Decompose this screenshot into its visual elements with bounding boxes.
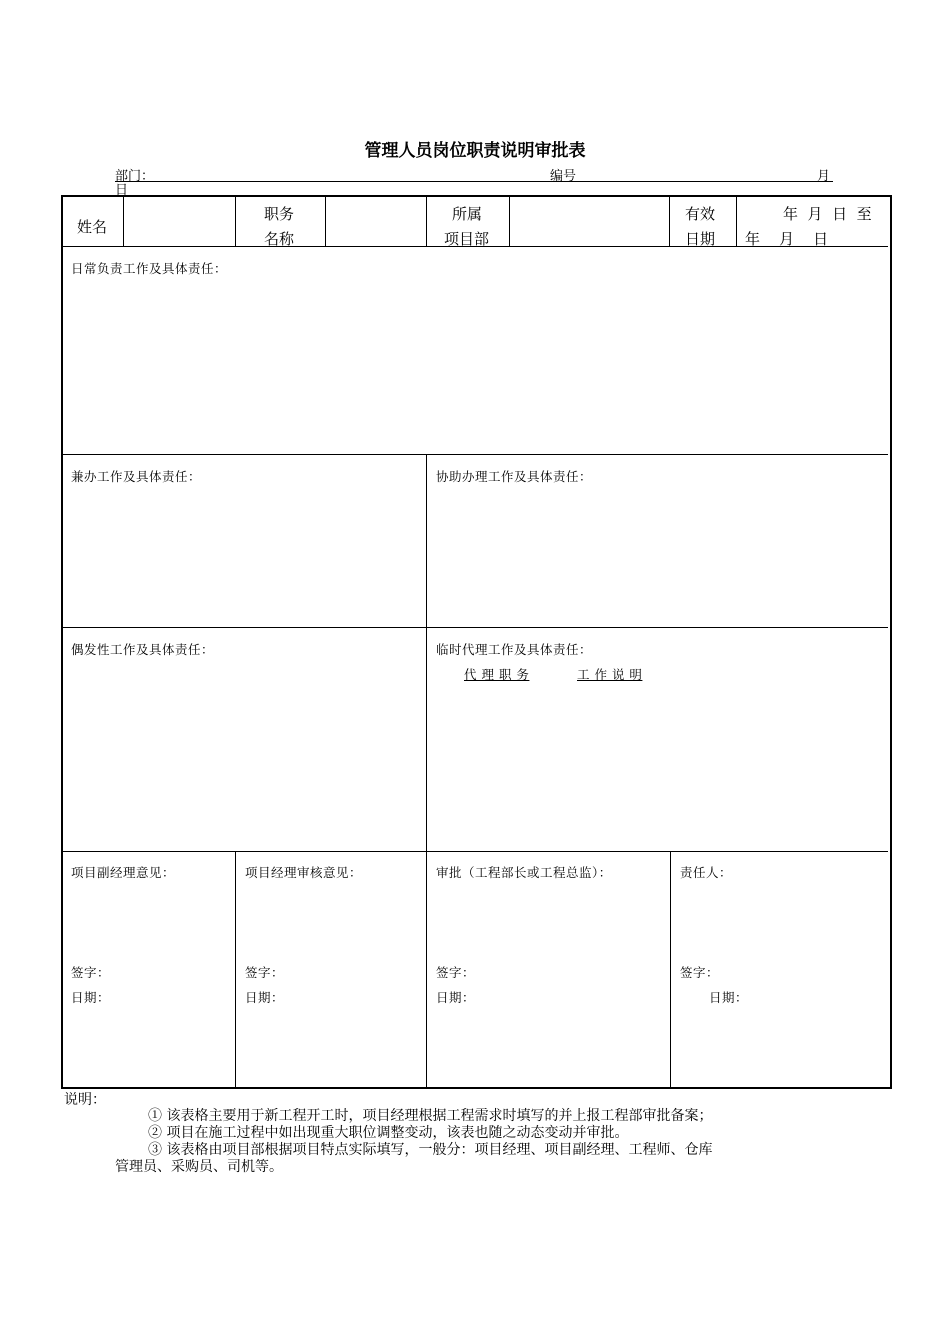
approval-sign-label: 签字： <box>436 965 476 980</box>
col-divider <box>736 196 737 246</box>
valid-label-line1: 有效 <box>685 205 716 223</box>
daily-duties-field[interactable] <box>63 275 887 453</box>
name-field[interactable] <box>124 197 234 245</box>
header-underline <box>115 181 833 182</box>
number-label: 编号 <box>550 169 577 184</box>
deputy-pm-sign-label: 签字： <box>71 965 111 980</box>
approval-date-label: 日期： <box>436 990 476 1005</box>
daily-duties-label: 日常负责工作及具体责任： <box>71 261 228 276</box>
pm-date-label: 日期： <box>245 990 285 1005</box>
note-2: ② 项目在施工过程中如出现重大职位调整变动，该表也随之动态变动并审批。 <box>148 1125 629 1141</box>
col-divider <box>235 851 236 1087</box>
row-divider <box>62 627 888 628</box>
valid-date-range-start[interactable]: 年 月 日 至 <box>783 205 872 223</box>
occasional-duties-field[interactable] <box>63 656 425 850</box>
occasional-duties-label: 偶发性工作及具体责任： <box>71 642 215 657</box>
project-label-line1: 所属 <box>452 205 483 223</box>
responsible-person-label: 责任人： <box>680 865 733 880</box>
page-title: 管理人员岗位职责说明审批表 <box>364 141 586 161</box>
project-field[interactable] <box>510 197 668 245</box>
col-divider <box>426 851 427 1087</box>
deputy-pm-opinion-label: 项目副经理意见： <box>71 865 176 880</box>
pm-review-label: 项目经理审核意见： <box>245 865 363 880</box>
month-label: 月 <box>817 169 831 184</box>
assist-duties-label: 协助办理工作及具体责任： <box>436 469 593 484</box>
acting-position-heading: 代 理 职 务 <box>464 667 530 682</box>
pm-sign-label: 签字： <box>245 965 285 980</box>
project-label-line2: 项目部 <box>444 230 490 248</box>
concurrent-duties-field[interactable] <box>63 483 425 626</box>
responsible-date-label: 日期： <box>709 990 749 1005</box>
col-divider <box>670 851 671 1087</box>
row-divider <box>62 454 888 455</box>
temp-acting-label: 临时代理工作及具体责任： <box>436 642 593 657</box>
valid-label-line2: 日期 <box>685 230 716 248</box>
position-label-line1: 职务 <box>264 205 295 223</box>
work-description-heading: 工 作 说 明 <box>577 667 643 682</box>
position-field[interactable] <box>326 197 425 245</box>
deputy-pm-date-label: 日期： <box>71 990 111 1005</box>
concurrent-duties-label: 兼办工作及具体责任： <box>71 469 202 484</box>
note-1: ① 该表格主要用于新工程开工时，项目经理根据工程需求时填写的并上报工程部审批备案； <box>148 1108 713 1124</box>
approval-label: 审批（工程部长或工程总监）： <box>436 865 612 880</box>
valid-date-range-end[interactable]: 年 月 日 <box>745 230 829 248</box>
position-label-line2: 名称 <box>264 230 295 248</box>
col-divider <box>426 196 427 246</box>
responsible-sign-label: 签字： <box>680 965 720 980</box>
notes-heading: 说明： <box>64 1092 106 1108</box>
assist-duties-field[interactable] <box>427 483 887 626</box>
note-3: ③ 该表格由项目部根据项目特点实际填写，一般分：项目经理、项目副经理、工程师、仓库 <box>148 1142 713 1158</box>
dept-label: 部门： <box>115 169 155 184</box>
row-divider <box>62 851 888 852</box>
note-3-continued: 管理员、采购员、司机等。 <box>115 1159 283 1175</box>
col-divider <box>669 196 670 246</box>
day-label: 日 <box>115 183 129 198</box>
name-label: 姓名 <box>77 218 108 236</box>
col-divider <box>235 196 236 246</box>
